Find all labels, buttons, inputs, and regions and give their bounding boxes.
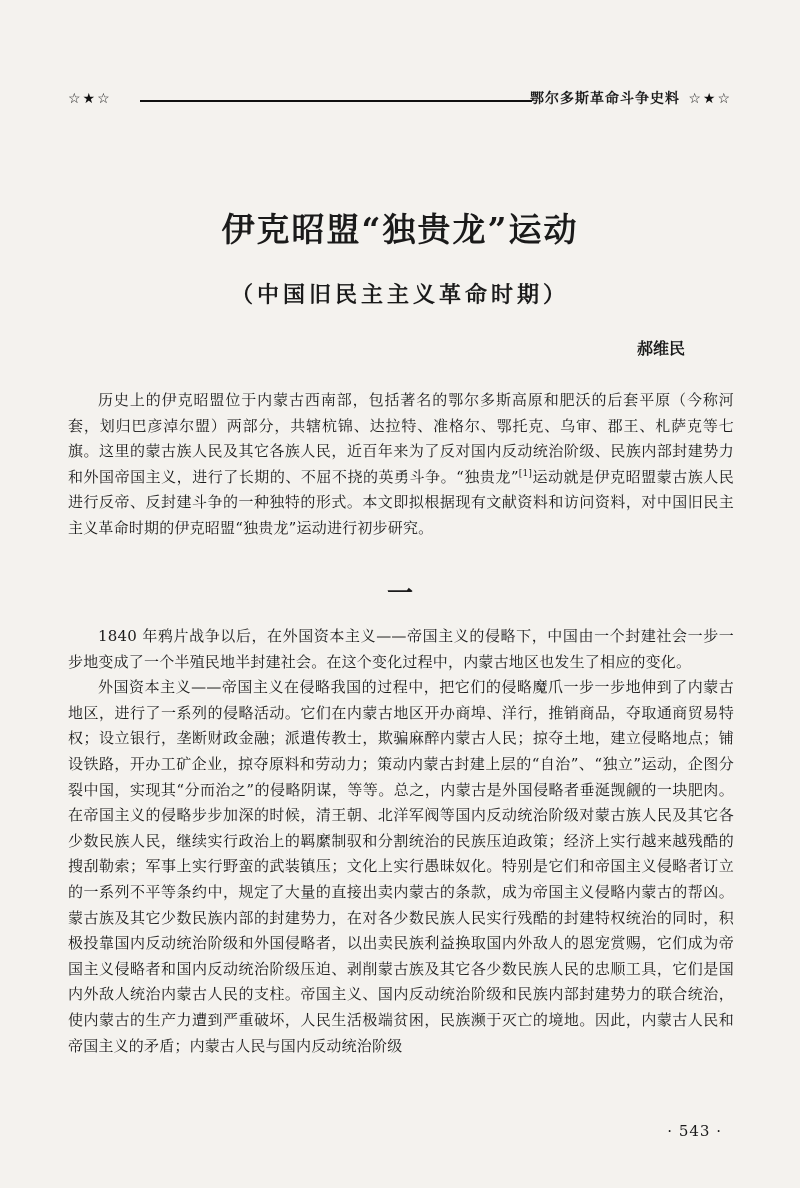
- header-rule: [140, 100, 532, 102]
- page-number: · 543 ·: [667, 1122, 722, 1140]
- author-name: 郝维民: [636, 339, 685, 358]
- intro-paragraph: [68, 388, 734, 542]
- star-ornament-right-icon: ☆★☆: [688, 91, 732, 107]
- section-body: [68, 624, 734, 1059]
- article-title: 伊克昭盟“独贵龙”运动: [221, 210, 579, 249]
- section-number: 一: [386, 579, 413, 609]
- body-paragraph: 1840 年鸦片战争以后，在外国资本主义——帝国主义的侵略下，中国由一个封建社会一步一步地变成了一个半殖民地半封建社会。在这个变化过程中，内蒙古地区也发生了相应的变化。: [68, 627, 734, 671]
- intro-text-2: 运动就是伊克昭盟蒙古族人民进行反帝、反封建斗争的一种独特的形式。本文即拟根据现有文献资料和访问资料，对中国旧民主主义革命时期的伊克昭盟“独贵龙”运动进行初步研究。: [68, 467, 734, 537]
- body-paragraph: 外国资本主义——帝国主义在侵略我国的过程中，把它们的侵略魔爪一步一步地伸到了内蒙古地区，进行了一系列的侵略活动。它们在内蒙古地区开办商埠、洋行，推销商品，夺取通商贸易特权；设立银行，垄断财政金融；派遣传教士，欺骗麻醉内蒙古人民；掠夺土地，建立侵略地点；铺设铁路，开办工矿企业，掠夺原料和劳动力；策动内蒙古封建上层的“自治”、“独立”运动，企图分裂中国，实现其“分而治之”的侵略阴谋，等等。总之，内蒙古是外国侵略者垂涎觊觎的一块肥肉。在帝国主义的侵略步步加深的时候，清王朝、北洋军阀等国内反动统治阶级对蒙古族人民及其它各少数民族人民，继续实行政治上的羁縻制驭和分割统治的民族压迫政策；经济上实行越来越残酷的搜刮勒索；军事上实行野蛮的武装镇压；文化上实行愚昧奴化。特别是它们和帝国主义侵略者订立的一系列不平等条约中，规定了大量的直接出卖内蒙古的条款，成为帝国主义侵略内蒙古的帮凶。蒙古族及其它少数民族内部的封建势力，在对各少数民族人民实行残酷的封建特权统治的同时，积极投靠国内反动统治阶级和外国侵略者，以出卖民族利益换取国内外敌人的恩宠赏赐，它们成为帝国主义侵略者和国内反动统治阶级压迫、剥削蒙古族及其它各少数民族人民的忠顺工具，它们是国内外敌人统治内蒙古人民的支柱。帝国主义、国内反动统治阶级和民族内部封建势力的联合统治，使内蒙古的生产力遭到严重破坏，人民生活极端贫困，民族濒于灭亡的境地。因此，内蒙古人民和帝国主义的矛盾；内蒙古人民与国内反动统治阶级: [68, 678, 734, 1055]
- star-ornament-left-icon: ☆★☆: [68, 91, 112, 107]
- intro-text-1: 历史上的伊克昭盟位于内蒙古西南部，包括著名的鄂尔多斯高原和肥沃的后套平原（今称河套，划归巴彦淖尔盟）两部分，共辖杭锦、达拉特、准格尔、鄂托克、乌审、郡王、札萨克等七旗。这里的蒙古族人民及其它各族人民，近百年来为了反对国内反动统治阶级、民族内部封建势力和外国帝国主义，进行了长期的、不屈不挠的英勇斗争。“独贵龙”: [68, 391, 734, 486]
- running-title: 鄂尔多斯革命斗争史料: [530, 91, 680, 107]
- intro-section: [68, 388, 734, 542]
- running-header: [68, 88, 732, 114]
- article-subtitle: （中国旧民主主义革命时期）: [230, 283, 569, 308]
- footnote-ref: [1]: [518, 468, 533, 479]
